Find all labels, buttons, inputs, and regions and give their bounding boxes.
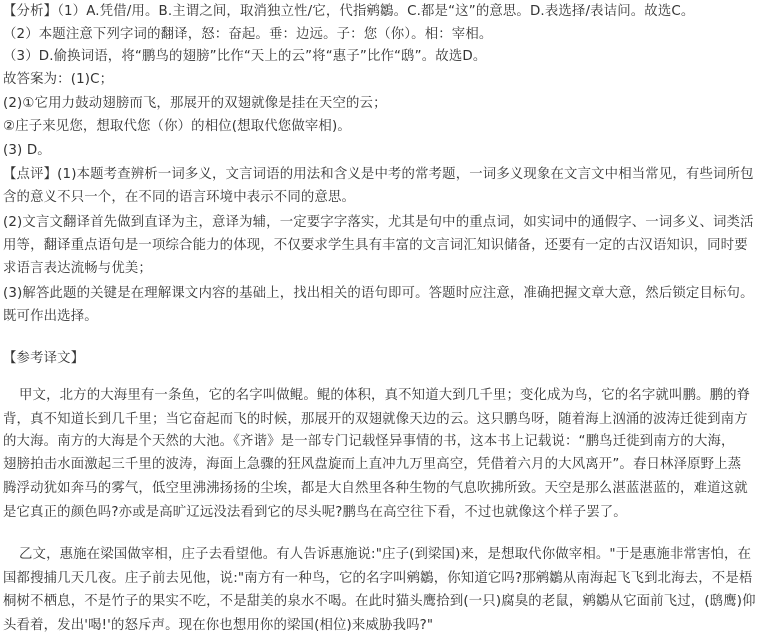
comment-line-5: 求语言表达流畅与优美；	[3, 261, 152, 276]
analysis-line-3: （3）D.偷换词语，将“鹏鸟的翅膀”比作“天上的云”将“惠子”比作“鸱”。故选D。	[3, 49, 487, 64]
comment-line-6: (3)解答此题的关键是在理解课文内容的基础上，找出相关的语句即可。答题时应注意，准确把握文章大意，然后锁定目标句。	[3, 286, 754, 301]
paragraph-a-line-3: 的大海。南方的大海是个天然的大池。《齐谐》是一部专门记载怪异事情的书，这本书上记载说：“鹏鸟迁徙到南方的大海，	[3, 434, 735, 449]
comment-line-2: 含的意义不只一个，在不同的语言环境中表示不同的意思。	[3, 190, 356, 205]
paragraph-b-line-1: 乙文，惠施在梁国做宰相，庄子去看望他。有人告诉惠施说:"庄子(到梁国)来，是想取代你做宰相。"于是惠施非常害怕，在	[19, 547, 752, 562]
reference-heading: 【参考译文】	[3, 351, 85, 366]
comment-line-3: (2)文言文翻译首先做到直译为主，意译为辅，一定要字字落实，尤其是句中的重点词，如实词中的通假字、一词多义、词类活	[3, 215, 754, 230]
analysis-line-2: （2）本题注意下列字词的翻译，怒：奋起。垂：边远。子：您（你）。相：宰相。	[3, 27, 493, 42]
comment-line-4: 用等，翻译重点语句是一项综合能力的体现，不仅要求学生具有丰富的文言词汇知识储备，还要有一定的古汉语知识，同时要	[3, 238, 748, 253]
paragraph-b-line-2: 国都搜捕几天几夜。庄子前去见他，说:"南方有一种鸟，它的名字叫鹓鶵，你知道它吗?那鹓鶵从南海起飞飞到北海去，不是梧	[3, 571, 753, 586]
paragraph-a-line-2: 背，真不知道长到几千里；当它奋起而飞的时候，那展开的双翅就像天边的云。这只鹏鸟呀，随着海上汹涌的波涛迁徙到南方	[3, 412, 748, 427]
paragraph-a-line-5: 腾浮动犹如奔马的雾气，低空里沸沸扬扬的尘埃，都是大自然里各种生物的气息吹拂所致。天空是那么湛蓝湛蓝的，难道这就	[3, 481, 748, 496]
paragraph-a-line-4: 翅膀拍击水面激起三千里的波涛，海面上急骤的狂风盘旋而上直冲九万里高空，凭借着六月的大风离开”。春日林泽原野上蒸	[3, 457, 742, 472]
analysis-line-1: 【分析】（1）A.凭借/用。B.主谓之间，取消独立性/它，代指鹓鶵。C.都是“这”的意思。D.表选择/表诘问。故选C。	[3, 4, 695, 19]
paragraph-a-line-1: 甲文，北方的大海里有一条鱼，它的名字叫做鲲。鲲的体积，真不知道大到几千里；变化成为鸟，它的名字就叫鹏。鹏的脊	[19, 388, 751, 403]
comment-line-7: 既可作出选择。	[3, 309, 98, 324]
paragraph-b-line-4: 头看着，发出'喝!'的怒斥声。现在你也想用你的梁国(相位)来威胁我吗?"	[3, 618, 434, 633]
paragraph-b-line-3: 桐树不栖息，不是竹子的果实不吃，不是甜美的泉水不喝。在此时猫头鹰拾到(一只)腐臭的老鼠，鹓鶵从它面前飞过，(鸱鹰)仰	[3, 594, 756, 609]
answer-line-3: ②庄子来见您，想取代您（你）的相位(想取代您做宰相)。	[3, 119, 351, 134]
answer-line-1: 故答案为：(1)C；	[3, 72, 114, 87]
comment-line-1: 【点评】(1)本题考查辨析一词多义，文言词语的用法和含义是中考的常考题，一词多义现象在文言文中相当常见，有些词所包	[3, 167, 754, 182]
answer-line-4: (3) D。	[3, 143, 51, 158]
paragraph-a-line-6: 是它真正的颜色吗?亦或是高旷辽远没法看到它的尽头呢?鹏鸟在高空往下看，不过也就像这个样子罢了。	[3, 505, 627, 520]
answer-line-2: (2)①它用力鼓动翅膀而飞，那展开的双翅就像是挂在天空的云；	[3, 96, 387, 111]
